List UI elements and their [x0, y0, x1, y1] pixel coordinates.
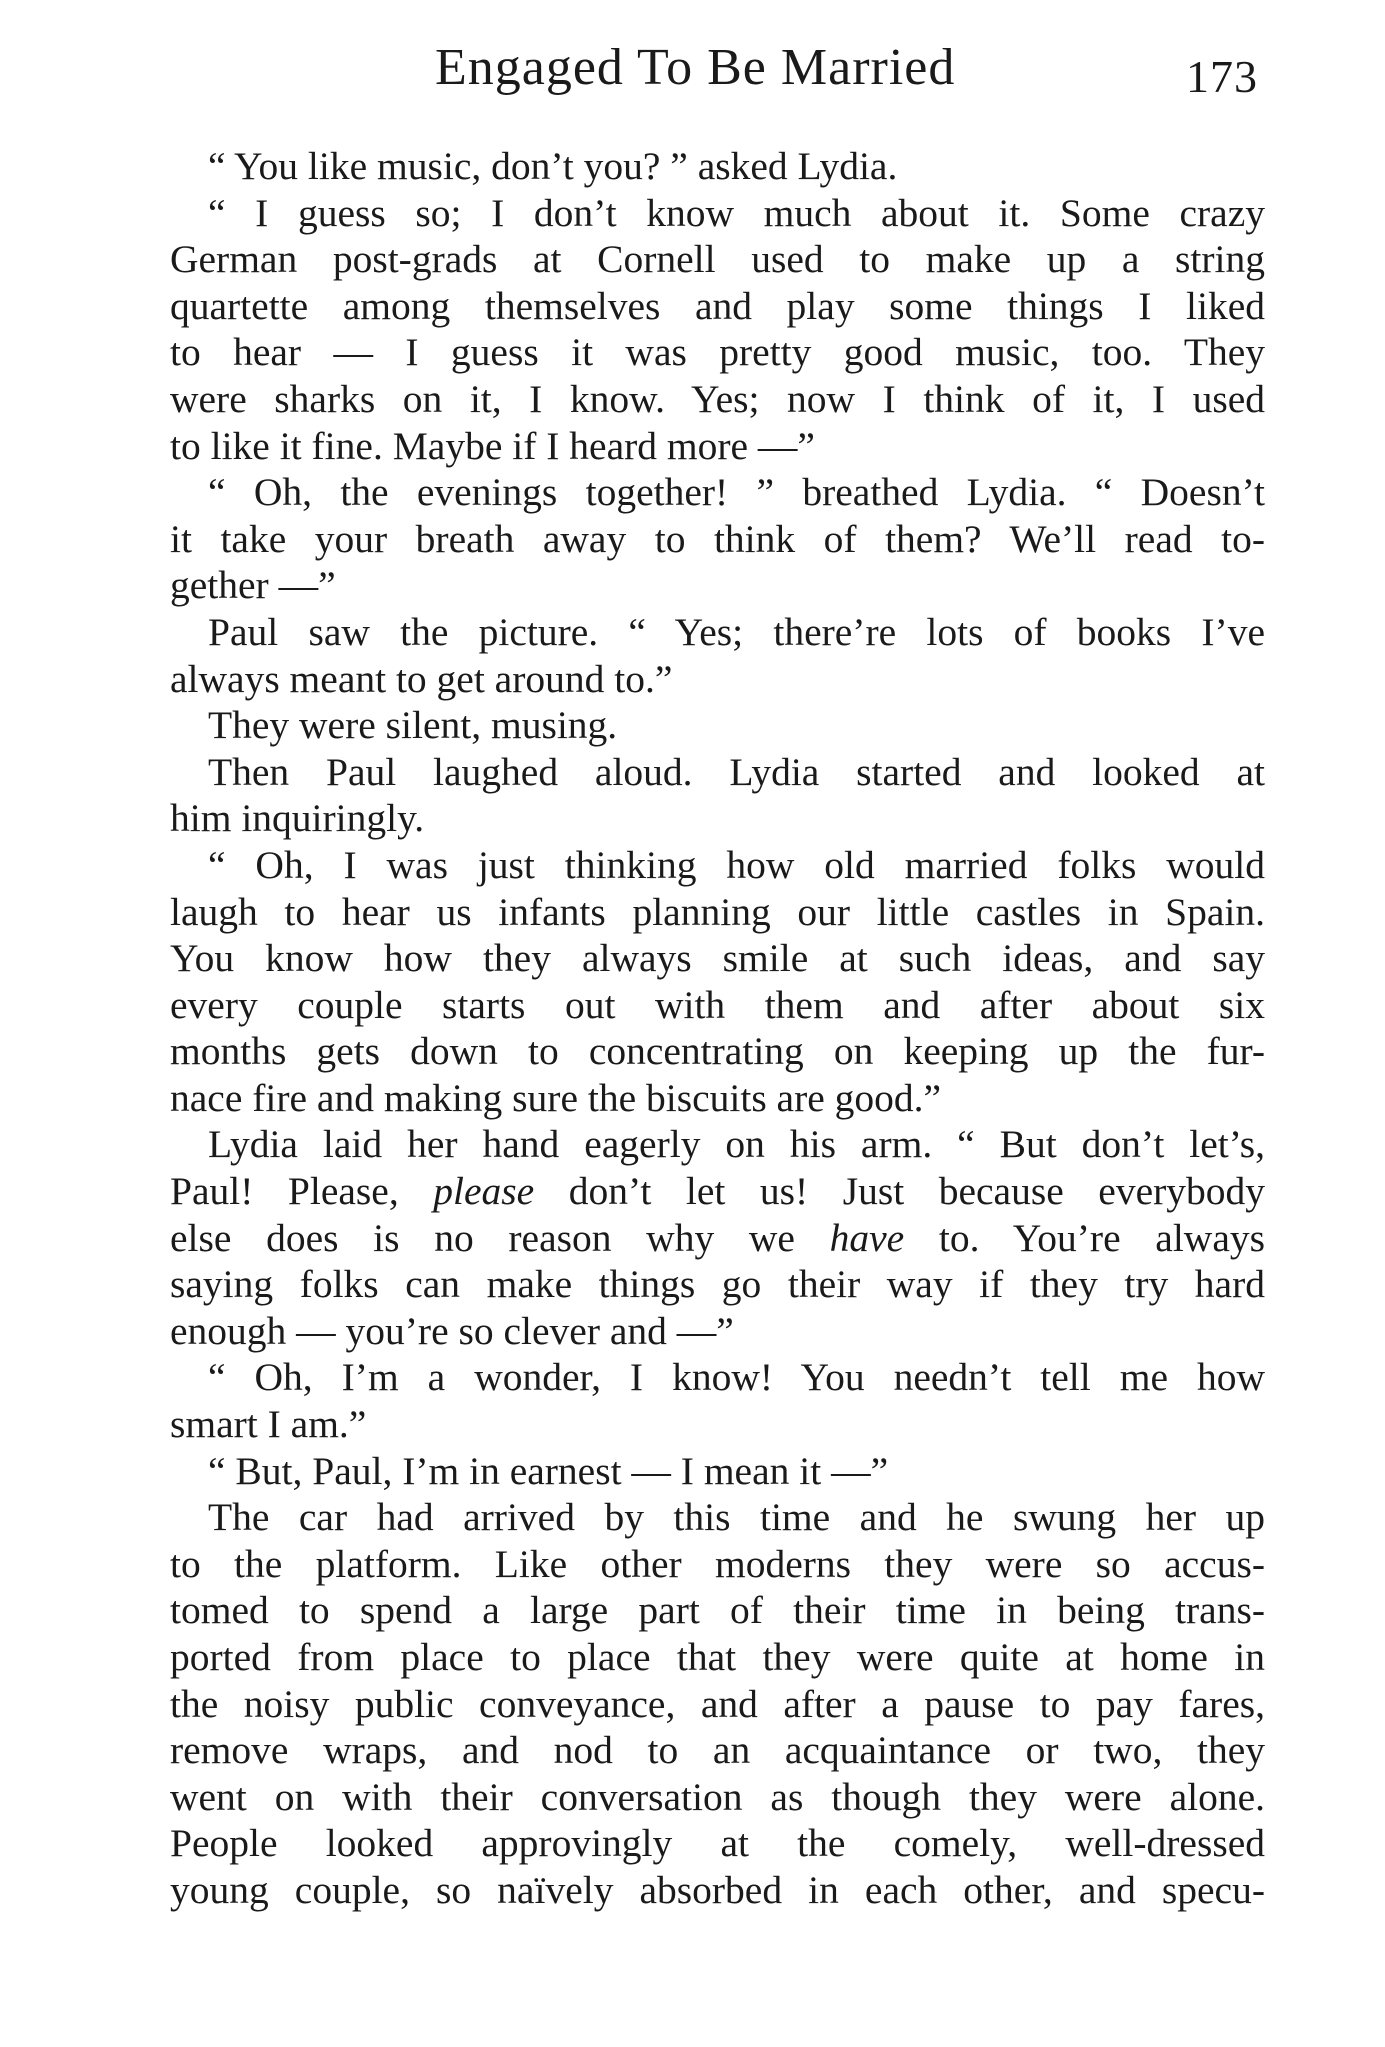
- text-line: “ You like music, don’t you? ” asked Lydia.: [208, 144, 898, 188]
- text-line: nace fire and making sure the biscuits are good.”: [170, 1075, 942, 1120]
- text-line: every couple starts out with them and after about six: [170, 982, 1265, 1027]
- text-line: Then Paul laughed aloud. Lydia started and looked at: [208, 749, 1265, 794]
- body-text: [170, 143, 1265, 1914]
- text-line: to the platform. Like other moderns they were so accus-: [170, 1541, 1265, 1586]
- text-line: tomed to spend a large part of their time in being trans-: [170, 1588, 1265, 1633]
- italic-word: please: [433, 1169, 535, 1214]
- page-number: 173: [1186, 51, 1258, 102]
- text-line: “ But, Paul, I’m in earnest — I mean it —”: [208, 1448, 889, 1493]
- text-line: Paul saw the picture. “ Yes; there’re lots of books I’ve: [208, 609, 1265, 654]
- text-line: ported from place to place that they were quite at home in: [170, 1635, 1265, 1679]
- text-line: young couple, so naïvely absorbed in each other, and specu-: [170, 1867, 1265, 1912]
- text-line: months gets down to concentrating on keeping up the fur-: [170, 1029, 1265, 1074]
- text-line: saying folks can make things go their way if they try hard: [170, 1262, 1265, 1307]
- text-line: it take your breath away to think of them? We’ll read to-: [170, 516, 1265, 561]
- text-line: “ I guess so; I don’t know much about it. Some crazy: [208, 190, 1265, 235]
- text-line: laugh to hear us infants planning our little castles in Spain.: [170, 889, 1265, 934]
- text-segment: else does is no reason why we: [170, 1215, 830, 1260]
- text-line: to hear — I guess it was pretty good music, too. They: [170, 330, 1265, 375]
- text-line: always meant to get around to.”: [170, 656, 673, 701]
- text-line: him inquiringly.: [170, 796, 425, 841]
- text-line: remove wraps, and nod to an acquaintance or two, they: [170, 1728, 1265, 1773]
- text-line: smart I am.”: [170, 1402, 367, 1447]
- text-line: went on with their conversation as though they were alone.: [170, 1774, 1265, 1819]
- text-line: Lydia laid her hand eagerly on his arm. “ But don’t let’s,: [208, 1122, 1265, 1167]
- text-line: German post-grads at Cornell used to make up a string: [170, 237, 1265, 282]
- running-head: [170, 38, 1270, 108]
- italic-word: have: [829, 1215, 905, 1260]
- text-segment: to. You’re always: [904, 1215, 1265, 1260]
- text-line: People looked approvingly at the comely, well-dressed: [170, 1821, 1265, 1866]
- text-line: “ Oh, I was just thinking how old married folks would: [208, 842, 1265, 887]
- text-line: The car had arrived by this time and he swung her up: [208, 1495, 1265, 1540]
- text-line: “ Oh, the evenings together! ” breathed Lydia. “ Doesn’t: [208, 470, 1265, 515]
- text-line: to like it fine. Maybe if I heard more —”: [170, 423, 815, 468]
- text-line: were sharks on it, I know. Yes; now I think of it, I used: [170, 376, 1265, 421]
- text-line: gether —”: [170, 563, 336, 608]
- text-line: the noisy public conveyance, and after a pause to pay fares,: [170, 1681, 1265, 1726]
- running-title: Engaged To Be Married: [435, 39, 956, 96]
- text-segment: Paul! Please,: [170, 1169, 434, 1214]
- text-line: “ Oh, I’m a wonder, I know! You needn’t tell me how: [208, 1355, 1265, 1400]
- text-line: You know how they always smile at such ideas, and say: [170, 936, 1265, 981]
- text-line: [170, 1168, 1265, 1215]
- text-segment: don’t let us! Just because everybody: [534, 1169, 1265, 1214]
- text-line: quartette among themselves and play some things I liked: [170, 283, 1265, 328]
- text-line: They were silent, musing.: [208, 703, 618, 748]
- text-line: enough — you’re so clever and —”: [170, 1308, 734, 1353]
- text-line: [170, 1215, 1265, 1262]
